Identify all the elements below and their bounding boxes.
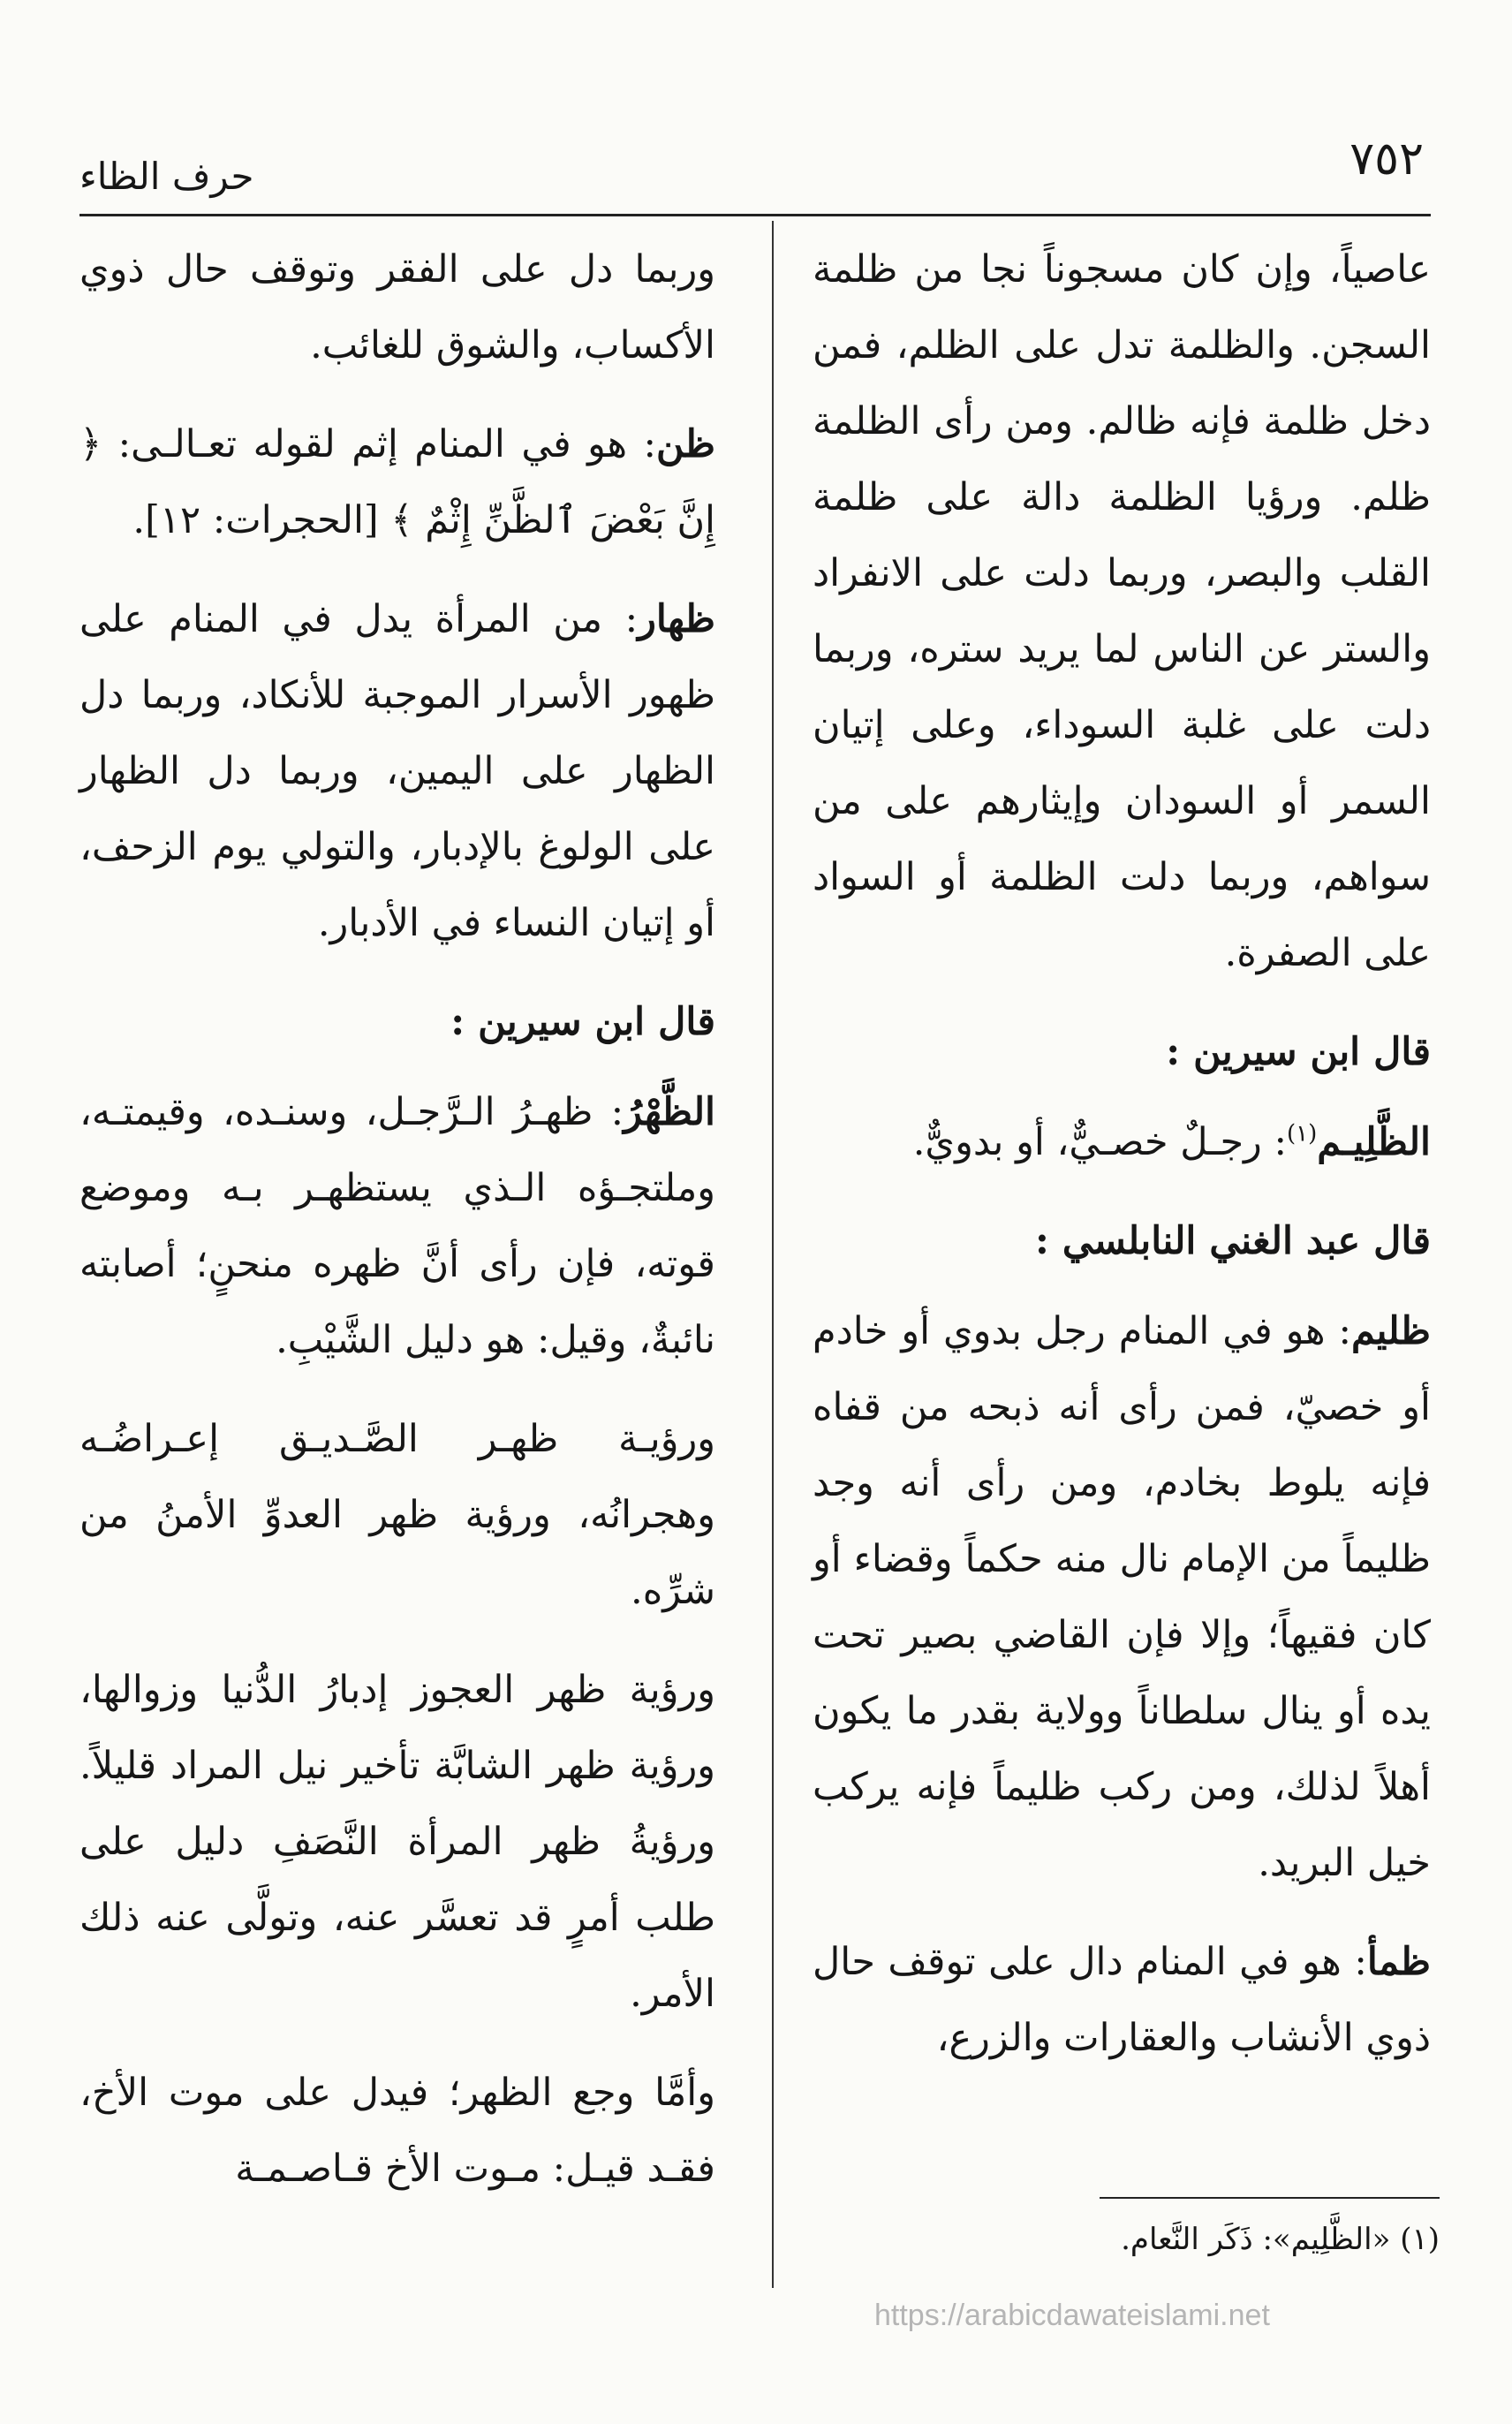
entry-text: : هو في المنام دال على توقف حال ذوي الأنشاب والعقارات والزرع، <box>813 1940 1431 2060</box>
footnote-reference[interactable]: (١) <box>1286 1120 1318 1148</box>
paragraph: عاصياً، وإن كان مسجوناً نجا من ظلمة السجن. والظلمة تدل على الظلم، فمن دخل ظلمة فإنه ظالم. ومن رأى الظلمة ظلم. ورؤيا الظلمة دالة على ظلمة القلب والبصر، وربما دلت على الانفراد والستر عن الناس لما يريد ستره، وربما دلت على غلبة السوداء، وعلى إتيان السمر أو السودان وإيثارهم على من سواهم، وربما دلت الظلمة أو السواد على الصفرة. <box>813 247 1431 975</box>
footnote <box>954 2213 1440 2266</box>
paragraph: وأمَّا وجع الظهر؛ فيدل على موت الأخ، فقـد قيـل: مـوت الأخ قـاصـمـة <box>79 2071 715 2191</box>
section-heading: قال ابن سيرين : <box>1166 1030 1431 1074</box>
entry-paragraph <box>813 1924 1431 2076</box>
section-heading: قال ابن سيرين : <box>450 1000 715 1044</box>
paragraph: وربما دل على الفقر وتوقف حال ذوي الأكساب، والشوق للغائب. <box>79 247 715 367</box>
entry-term: ظن <box>656 422 715 466</box>
entry-paragraph <box>79 581 715 961</box>
entry-paragraph <box>813 1104 1431 1180</box>
entry-text: : من المرأة يدل في المنام على ظهور الأسرار الموجبة للأنكاد، وربما دل الظهار على اليمين، وربما دل الظهار على الولوغ بالإدبار، والتولي يوم الزحف، أو إتيان النساء في الأدبار. <box>79 597 715 945</box>
entry-term: الظَّلِيـم <box>1317 1120 1431 1164</box>
entry-term: ظمأ <box>1366 1940 1431 1984</box>
left-column <box>79 231 715 2230</box>
entry-term: ظليم <box>1350 1309 1431 1353</box>
entry-paragraph <box>79 406 715 558</box>
page-number: ٧٥٢ <box>1349 133 1424 186</box>
entry-paragraph <box>79 1074 715 1378</box>
entry-term: ظهار <box>638 597 715 641</box>
footnote-text: «الظَّلِيم»: ذَكَر النَّعام. <box>1121 2222 1391 2257</box>
footnote-rule <box>1100 2197 1440 2199</box>
entry-term: الظَّهْرُ <box>624 1090 715 1134</box>
entry-text: : رجـلٌ خصـيٌّ، أو بدويٌّ. <box>912 1120 1287 1164</box>
section-heading: قال عبد الغني النابلسي : <box>1035 1219 1431 1263</box>
entry-text: : هو في المنام رجل بدوي أو خادم أو خصيّ، فمن رأى أنه ذبحه من قفاه فإنه يلوط بخادم، ومن رأى أنه وجد ظليماً من الإمام نال منه حكماً وقضاء أو كان فقيهاً؛ وإلا فإن القاضي بصير تحت يده أو ينال سلطاناً وولاية بقدر ما يكون أهلاً لذلك، ومن ركب ظليماً فإنه يركب خيل البريد. <box>813 1309 1431 1885</box>
right-column <box>813 231 1431 2099</box>
watermark-url[interactable]: https://arabicdawateislami.net <box>874 2299 1270 2332</box>
entry-text: : ظهـرُ الـرَّجـل، وسنـده، وقيمتـه، وملتجـؤه الـذي يستظهـر بـه وموضع قوته، فإن رأى أنَّ ظهره منحنٍ؛ أصابته نائبةٌ، وقيل: هو دليل الشَّيْبِ. <box>79 1090 715 1362</box>
footnote-marker: (١) <box>1400 2222 1440 2257</box>
entry-text: : هو في المنام إثم لقوله تعـالـى: ﴿ إِنَّ بَعْضَ ٱلظَّنِّ إِثْمٌ ﴾ [الحجرات: ١٢]. <box>79 422 715 542</box>
paragraph: ورؤيـة ظهـر الصَّـديـق إعـراضُـه وهجرانُه، ورؤية ظهر العدوِّ الأمنُ من شرِّه. <box>79 1417 715 1613</box>
chapter-title: حرف الظاء <box>79 155 254 198</box>
column-divider <box>772 221 774 2288</box>
entry-paragraph <box>813 1293 1431 1901</box>
header-rule <box>79 214 1431 216</box>
paragraph: ورؤية ظهر العجوز إدبارُ الدُّنيا وزوالها، ورؤية ظهر الشابَّة تأخير نيل المراد قليلاً. ورؤيةُ ظهر المرأة النَّصَفِ دليل على طلب أمرٍ قد تعسَّر عنه، وتولَّى عنه ذلك الأمر. <box>79 1668 715 2016</box>
